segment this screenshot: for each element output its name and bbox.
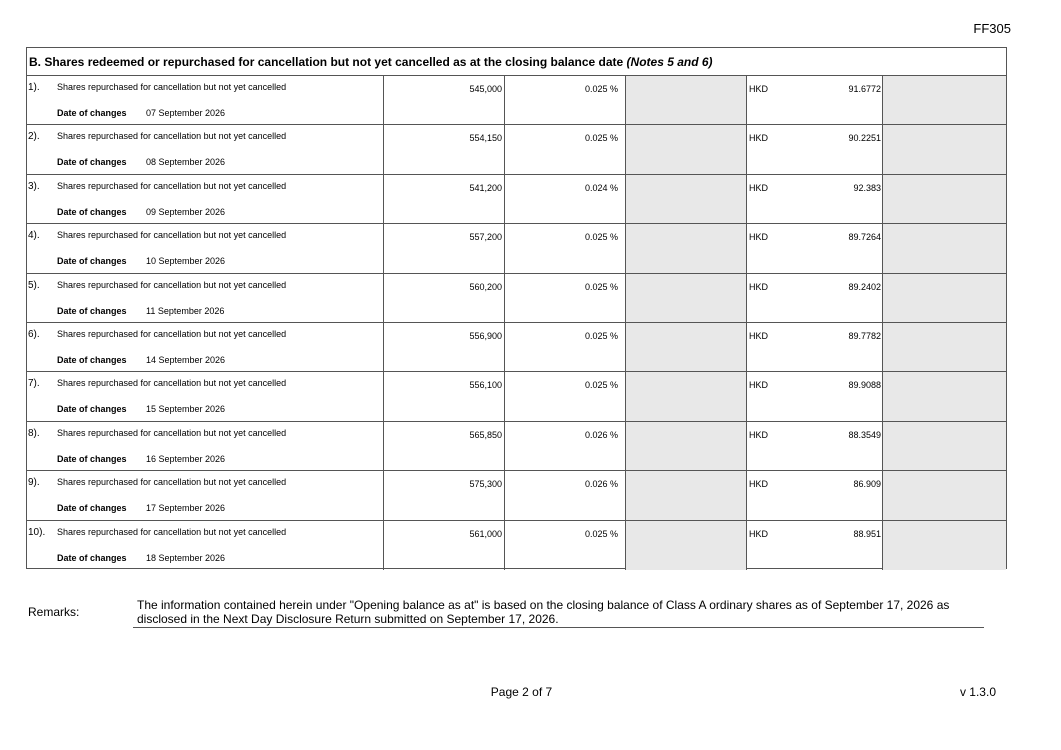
description-cell: [27, 521, 384, 570]
shaded-cell: [626, 125, 747, 173]
price-value: 92.383: [853, 182, 881, 193]
date-of-changes-label: Date of changes: [57, 453, 127, 464]
table-row: [27, 125, 1006, 174]
row-description: Shares repurchased for cancellation but not yet cancelled: [57, 526, 287, 537]
shaded-cell: [626, 175, 747, 223]
date-of-changes-value: 11 September 2026: [146, 305, 225, 316]
shares-value: 556,900: [469, 330, 502, 341]
row-number: 1).: [28, 82, 40, 93]
shares-value: 554,150: [469, 133, 502, 144]
row-description: Shares repurchased for cancellation but not yet cancelled: [57, 131, 287, 142]
row-description: Shares repurchased for cancellation but not yet cancelled: [57, 82, 287, 92]
shaded-cell: [626, 274, 747, 322]
table-row: [27, 323, 1006, 372]
date-of-changes-label: Date of changes: [57, 305, 127, 316]
table-row: [27, 224, 1006, 273]
date-of-changes-value: 16 September 2026: [146, 453, 226, 464]
shares-value: 575,300: [469, 479, 502, 490]
currency-value: HKD: [749, 232, 769, 243]
currency-value: HKD: [749, 133, 769, 144]
row-description: Shares repurchased for cancellation but not yet cancelled: [57, 279, 287, 290]
shaded-cell-end: [883, 224, 1006, 272]
remarks-text: The information contained herein under "Opening balance as at" is based on the closing balance of Class A ordinary shares as of September 17, 2026 as disclosed in the Next Day Disclosure Return submitted on September 17, 2026.: [133, 598, 984, 628]
percent-value: 0.025 %: [584, 528, 618, 539]
shares-repurchased-table: [26, 47, 1007, 569]
date-of-changes-label: Date of changes: [57, 552, 127, 563]
remarks-label: Remarks:: [28, 605, 80, 619]
percent-cell: [505, 372, 626, 420]
shaded-cell: [626, 521, 747, 570]
row-description: Shares repurchased for cancellation but not yet cancelled: [57, 477, 287, 488]
price-cell: [747, 471, 883, 519]
shaded-cell-end: [883, 521, 1006, 570]
row-number: 5).: [28, 279, 40, 291]
percent-cell: [505, 323, 626, 371]
date-of-changes-label: Date of changes: [57, 206, 127, 217]
price-value: 90.2251: [848, 133, 881, 144]
page-number: Page 2 of 7: [490, 685, 553, 699]
row-number: 2).: [28, 131, 40, 143]
description-cell: [27, 224, 384, 272]
price-value: 88.951: [853, 528, 881, 539]
date-of-changes-value: 08 September 2026: [146, 157, 226, 168]
price-cell: [747, 521, 883, 570]
price-cell: [747, 422, 883, 470]
percent-value: 0.025 %: [584, 380, 618, 391]
currency-value: HKD: [749, 429, 769, 440]
shaded-cell-end: [883, 471, 1006, 519]
date-of-changes-value: 09 September 2026: [146, 206, 226, 217]
table-row: [27, 521, 1006, 570]
row-number: 7).: [28, 378, 40, 390]
percent-cell: [505, 274, 626, 322]
percent-cell: [505, 76, 626, 124]
description-cell: [27, 274, 384, 322]
row-number: 10).: [28, 526, 46, 538]
row-number: 6).: [28, 328, 40, 340]
row-description: Shares repurchased for cancellation but not yet cancelled: [57, 328, 287, 339]
row-description: Shares repurchased for cancellation but not yet cancelled: [57, 378, 287, 389]
currency-value: HKD: [749, 84, 769, 94]
description-cell: [27, 471, 384, 519]
price-value: 89.7264: [848, 232, 881, 243]
description-cell: [27, 372, 384, 420]
row-description: Shares repurchased for cancellation but not yet cancelled: [57, 230, 287, 241]
date-of-changes-label: Date of changes: [57, 404, 127, 415]
table-row: [27, 372, 1006, 421]
price-value: 88.3549: [848, 429, 881, 440]
row-number: 4).: [28, 230, 40, 242]
shares-cell: [384, 274, 505, 322]
shaded-cell: [626, 323, 747, 371]
date-of-changes-value: 07 September 2026: [146, 108, 226, 118]
row-number: 3).: [28, 180, 40, 192]
currency-value: HKD: [749, 528, 769, 539]
shaded-cell: [626, 471, 747, 519]
table-row: [27, 422, 1006, 471]
shaded-cell-end: [883, 175, 1006, 223]
description-cell: [27, 422, 384, 470]
date-of-changes-label: Date of changes: [57, 503, 127, 514]
date-of-changes-label: Date of changes: [57, 256, 127, 267]
shaded-cell-end: [883, 125, 1006, 173]
date-of-changes-label: Date of changes: [57, 354, 127, 365]
percent-cell: [505, 521, 626, 570]
description-cell: [27, 323, 384, 371]
shares-value: 556,100: [469, 380, 502, 391]
shares-value: 561,000: [469, 528, 502, 539]
date-of-changes-value: 17 September 2026: [146, 503, 226, 514]
price-value: 89.7782: [848, 330, 881, 341]
table-row: [27, 274, 1006, 323]
currency-value: HKD: [749, 281, 769, 292]
row-description: Shares repurchased for cancellation but not yet cancelled: [57, 180, 287, 191]
price-value: 86.909: [853, 479, 881, 490]
shares-value: 541,200: [469, 182, 502, 193]
shares-cell: [384, 422, 505, 470]
date-of-changes-value: 10 September 2026: [146, 256, 226, 267]
price-cell: [747, 372, 883, 420]
shaded-cell-end: [883, 76, 1006, 124]
date-of-changes-value: 15 September 2026: [146, 404, 226, 415]
price-value: 89.2402: [848, 281, 881, 292]
percent-value: 0.026 %: [584, 429, 618, 440]
shares-value: 560,200: [469, 281, 502, 292]
percent-cell: [505, 224, 626, 272]
percent-value: 0.025 %: [584, 133, 618, 144]
price-cell: [747, 224, 883, 272]
description-cell: [27, 125, 384, 173]
shares-value: 545,000: [469, 84, 502, 94]
version-label: v 1.3.0: [959, 685, 996, 699]
price-value: 89.9088: [848, 380, 881, 391]
percent-value: 0.025 %: [584, 232, 618, 243]
shares-cell: [384, 175, 505, 223]
table-row: [27, 175, 1006, 224]
shaded-cell: [626, 76, 747, 124]
price-cell: [747, 125, 883, 173]
shares-value: 557,200: [469, 232, 502, 243]
date-of-changes-label: Date of changes: [57, 157, 127, 168]
shaded-cell: [626, 372, 747, 420]
shares-cell: [384, 76, 505, 124]
row-number: 8).: [28, 427, 40, 439]
shaded-cell: [626, 422, 747, 470]
table-rows: [27, 76, 1006, 570]
section-notes: (Notes 5 and 6): [626, 55, 713, 69]
percent-value: 0.024 %: [584, 182, 618, 193]
percent-value: 0.026 %: [584, 479, 618, 490]
percent-cell: [505, 175, 626, 223]
table-row: [27, 471, 1006, 520]
currency-value: HKD: [749, 330, 769, 341]
shaded-cell-end: [883, 323, 1006, 371]
price-cell: [747, 76, 883, 124]
row-number: 9).: [28, 477, 40, 489]
price-value: 91.6772: [848, 84, 881, 94]
price-cell: [747, 323, 883, 371]
percent-cell: [505, 471, 626, 519]
currency-value: HKD: [749, 479, 769, 490]
percent-value: 0.025 %: [584, 84, 618, 94]
table-row: [27, 76, 1006, 125]
percent-cell: [505, 422, 626, 470]
shaded-cell-end: [883, 422, 1006, 470]
price-cell: [747, 274, 883, 322]
shares-cell: [384, 323, 505, 371]
description-cell: [27, 76, 384, 124]
shares-value: 565,850: [469, 429, 502, 440]
percent-value: 0.025 %: [584, 330, 618, 341]
date-of-changes-label: Date of changes: [57, 108, 127, 118]
section-title-text: B. Shares redeemed or repurchased for cancellation but not yet cancelled as at the closing balance date: [29, 55, 624, 69]
shaded-cell-end: [883, 274, 1006, 322]
currency-value: HKD: [749, 380, 769, 391]
currency-value: HKD: [749, 182, 769, 193]
shares-cell: [384, 125, 505, 173]
date-of-changes-value: 14 September 2026: [146, 354, 226, 365]
percent-value: 0.025 %: [584, 281, 618, 292]
shaded-cell-end: [883, 372, 1006, 420]
shaded-cell: [626, 224, 747, 272]
shares-cell: [384, 521, 505, 570]
percent-cell: [505, 125, 626, 173]
shares-cell: [384, 372, 505, 420]
shares-cell: [384, 471, 505, 519]
section-title: [27, 48, 1006, 76]
description-cell: [27, 175, 384, 223]
form-code: FF305: [973, 21, 1011, 36]
row-description: Shares repurchased for cancellation but not yet cancelled: [57, 427, 287, 438]
price-cell: [747, 175, 883, 223]
shares-cell: [384, 224, 505, 272]
date-of-changes-value: 18 September 2026: [146, 552, 226, 563]
